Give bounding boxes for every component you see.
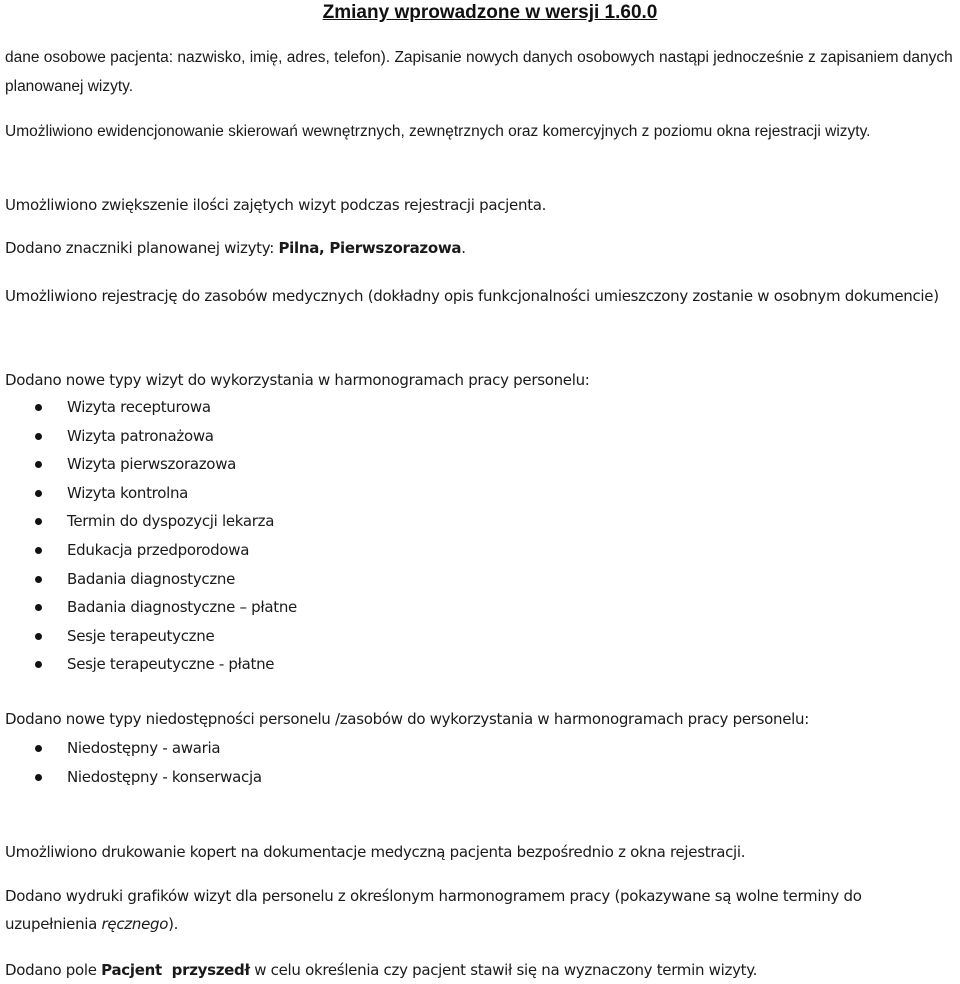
bullet-icon [35, 547, 42, 554]
bullet-icon [35, 745, 42, 752]
list-item-label: Badania diagnostyczne – płatne [67, 598, 297, 617]
visit-markers-suffix: . [461, 239, 466, 257]
list-item [0, 422, 297, 451]
list-item [0, 450, 297, 479]
list-item-label: Wizyta recepturowa [67, 398, 211, 416]
bullet-icon [35, 433, 42, 440]
patient-arrived-bold: Pacjent przyszedł [101, 961, 250, 979]
paragraph-schedule-printouts [5, 882, 955, 938]
paragraph-personal-data: dane osobowe pacjenta: nazwisko, imię, adres, telefon). Zapisanie nowych danych osobowych nastąpi jednocześnie z zapisaniem danych planowanej wizyty. [5, 49, 953, 95]
bullet-icon [35, 404, 42, 411]
bullet-icon [35, 518, 42, 525]
patient-arrived-prefix: Dodano pole [5, 961, 102, 979]
bullet-icon [35, 461, 42, 468]
bullet-icon [35, 604, 42, 611]
paragraph-patient-arrived-field [5, 956, 955, 984]
list-item-label: Niedostępny - awaria [67, 739, 221, 757]
bullet-icon [35, 490, 42, 497]
list-item [0, 393, 297, 422]
list-item [0, 536, 297, 565]
paragraph-visit-types-intro: Dodano nowe typy wizyt do wykorzystania w harmonogramach pracy personelu: [5, 371, 590, 389]
paragraph-visit-markers [5, 234, 955, 262]
schedule-printouts-prefix: Dodano wydruki grafików wizyt dla personelu z określonym harmonogramem pracy (pokazywane są wolne terminy do uzupełnienia [5, 887, 862, 933]
visit-markers-bold: Pilna, Pierwszorazowa [278, 239, 462, 257]
unavailability-types-list [0, 734, 262, 791]
paragraph-envelope-printing: Umożliwiono drukowanie kopert na dokumentacje medyczną pacjenta bezpośrednio z okna rejestracji. [5, 843, 746, 861]
list-item [0, 763, 262, 792]
list-item [0, 622, 297, 651]
paragraph-occupied-visits: Umożliwiono zwiększenie ilości zajętych wizyt podczas rejestracji pacjenta. [5, 196, 547, 214]
list-item-label: Badania diagnostyczne [67, 569, 236, 588]
bullet-icon [35, 576, 42, 583]
list-item [0, 565, 297, 594]
paragraph-medical-resources: Umożliwiono rejestrację do zasobów medycznych (dokładny opis funkcjonalności umieszczony zostanie w osobnym dokumencie) [5, 287, 939, 305]
list-item-label: Wizyta pierwszorazowa [67, 455, 237, 474]
paragraph-referrals: Umożliwiono ewidencjonowanie skierowań wewnętrznych, zewnętrznych oraz komercyjnych z poziomu okna rejestracji wizyty. [5, 123, 871, 140]
list-item-label: Termin do dyspozycji lekarza [67, 512, 275, 531]
patient-arrived-suffix: w celu określenia czy pacjent stawił się na wyznaczony termin wizyty. [249, 961, 758, 979]
visit-types-list [0, 393, 297, 679]
list-item [0, 593, 297, 622]
schedule-printouts-suffix: ). [168, 915, 179, 933]
list-item-label: Wizyta kontrolna [67, 483, 189, 502]
list-item [0, 479, 297, 508]
bullet-icon [35, 633, 42, 640]
page-title: Zmiany wprowadzone w wersji 1.60.0 [322, 2, 658, 23]
list-item-label: Wizyta patronażowa [67, 426, 214, 445]
bullet-icon [35, 774, 42, 781]
list-item [0, 650, 297, 679]
bullet-icon [35, 661, 42, 668]
schedule-printouts-italic: ręcznego [101, 915, 169, 933]
paragraph-unavailability-intro: Dodano nowe typy niedostępności personelu /zasobów do wykorzystania w harmonogramach pracy personelu: [5, 710, 809, 728]
list-item [0, 734, 262, 763]
list-item-label: Sesje terapeutyczne [67, 626, 215, 645]
list-item-label: Edukacja przedporodowa [67, 540, 250, 559]
visit-markers-prefix: Dodano znaczniki planowanej wizyty: [5, 239, 279, 257]
list-item-label: Niedostępny - konserwacja [67, 767, 262, 786]
list-item-label: Sesje terapeutyczne - płatne [67, 655, 275, 674]
list-item [0, 507, 297, 536]
